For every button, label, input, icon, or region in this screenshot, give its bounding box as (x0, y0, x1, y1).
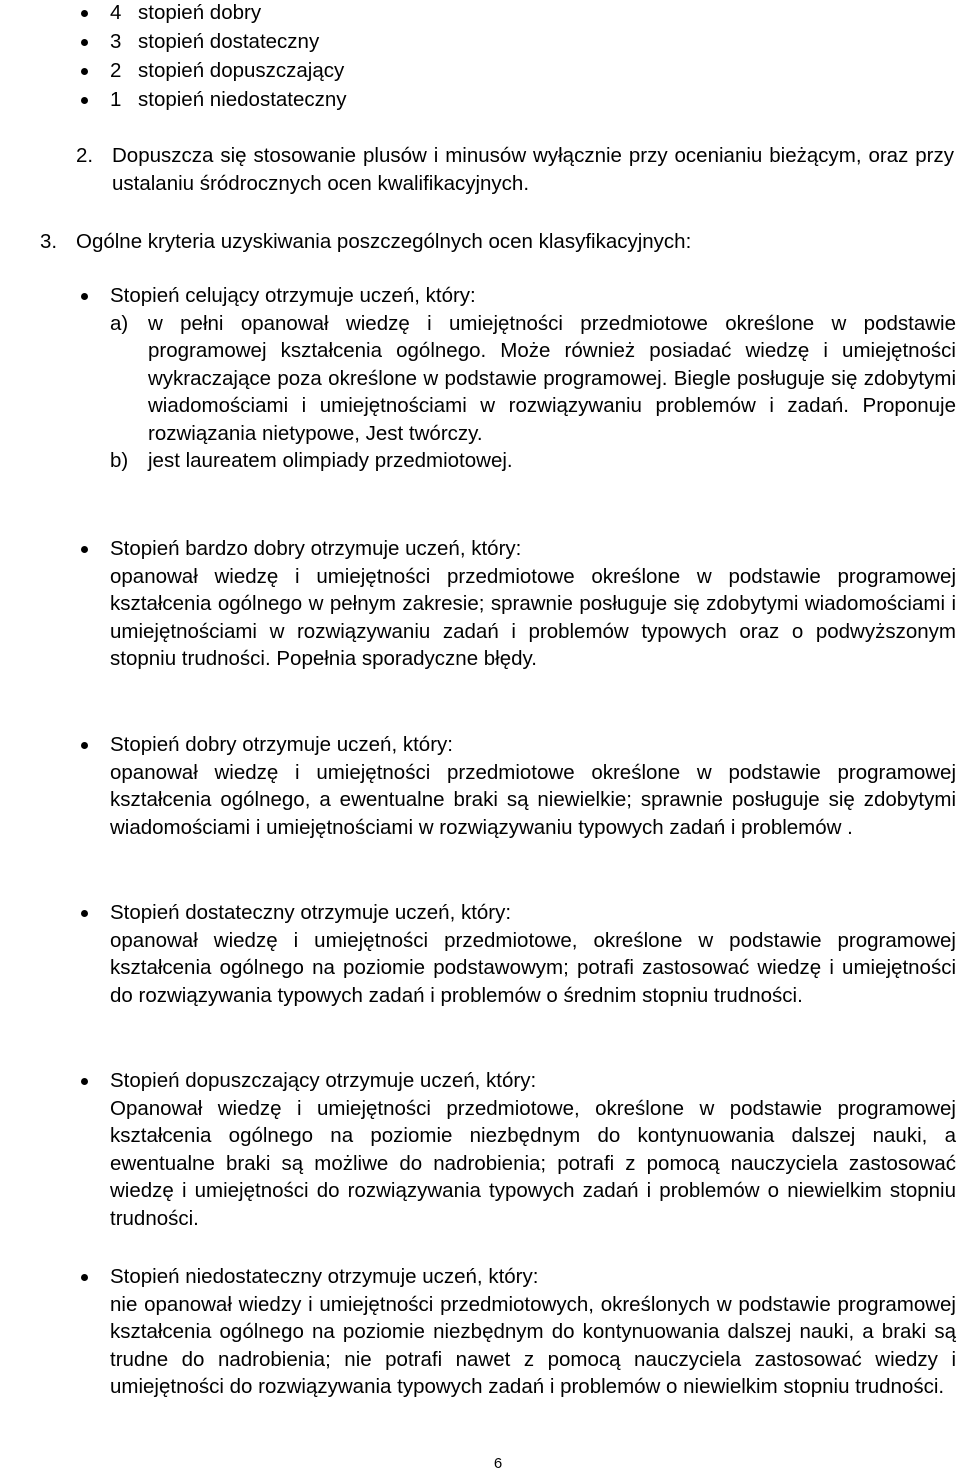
grade-label: stopień niedostateczny (138, 88, 347, 111)
section-body: opanował wiedzę i umiejętności przedmiotowe, określone w podstawie programowej kształcenia ogólnego na poziomie podstawowym; potrafi zastosować wiedzę i umiejętności do rozwiązywania typowych zadań i problemów o średnim stopniu trudności. (110, 928, 956, 1007)
sub-item-text: w pełni opanował wiedzę i umiejętności przedmiotowe określone w podstawie programowej kształcenia ogólnego. Może również posiadać wiedzę i umiejętności wykraczające poza określone w podstawie programowej. Biegle posługuje się zdobytymi wiadomościami i umiejętnościami w rozwiązywaniu problemów i zadań. Proponuje rozwiązania nietypowe, Jest twórczy. (148, 311, 956, 445)
criteria-section-dopuszczajacy (80, 1067, 956, 1232)
grade-list (0, 0, 347, 116)
point-number: 3. (40, 230, 58, 253)
bullet-icon (80, 0, 90, 26)
section-heading: Stopień celujący otrzymuje uczeń, który: (110, 284, 476, 307)
grade-number: 4 (110, 1, 122, 24)
criteria-section-niedostateczny (80, 1263, 956, 1401)
section-heading: Stopień dobry otrzymuje uczeń, który: (110, 733, 453, 756)
bullet-icon (80, 1067, 90, 1094)
bullet-icon (80, 731, 90, 758)
section-body (110, 310, 956, 475)
section-body: opanował wiedzę i umiejętności przedmiotowe określone w podstawie programowej kształcenia ogólnego w pełnym zakresie; sprawnie posługuje się zdobytymi wiadomościami i umiejętnościami w rozwiązywaniu zadań i problemów typowych oraz o podwyższonym stopniu trudności. Popełnia sporadyczne błędy. (110, 564, 956, 670)
page-number: 6 (493, 1455, 503, 1472)
criteria-section-dobry (80, 731, 956, 841)
grade-number: 3 (110, 30, 122, 53)
point-number: 2. (76, 144, 94, 167)
paragraph-point-3 (40, 228, 956, 256)
section-heading: Stopień niedostateczny otrzymuje uczeń, który: (110, 1265, 539, 1288)
section-body: opanował wiedzę i umiejętności przedmiotowe określone w podstawie programowej kształcenia ogólnego, a ewentualne braki są niewielkie; sprawnie posługuje się zdobytymi wiadomościami i umiejętnościami w rozwiązywaniu typowych zadań i problemów . (110, 760, 956, 839)
sub-item-text: jest laureatem olimpiady przedmiotowej. (148, 449, 513, 472)
bullet-icon (80, 29, 90, 55)
grade-label: stopień dobry (138, 1, 262, 24)
section-body: nie opanował wiedzy i umiejętności przedmiotowych, określonych w podstawie programowej kształcenia ogólnego na poziomie niezbędnym do kontynuowania dalszej nauki, a braki są trudne do nadrobienia; nie potrafi nawet z pomocą nauczyciela zastosować wiedzy i umiejętności do rozwiązywania typowych zadań i problemów o niewielkim stopniu trudności. (110, 1292, 956, 1398)
grade-list-item (0, 87, 347, 116)
grade-list-item (0, 0, 347, 29)
grade-label: stopień dopuszczający (138, 59, 345, 82)
sub-item-letter: a) (110, 311, 129, 335)
paragraph-text: Ogólne kryteria uzyskiwania poszczególnych ocen klasyfikacyjnych: (76, 230, 692, 253)
bullet-icon (80, 58, 90, 84)
bullet-icon (80, 87, 90, 113)
grade-label: stopień dostateczny (138, 30, 320, 53)
grade-number: 2 (110, 59, 122, 82)
section-heading: Stopień dopuszczający otrzymuje uczeń, który: (110, 1069, 537, 1092)
sub-item-a (110, 310, 956, 448)
criteria-section-dostateczny (80, 899, 956, 1009)
bullet-icon (80, 535, 90, 562)
grade-list-item (0, 29, 347, 58)
criteria-section-bardzo-dobry (80, 535, 956, 673)
sub-item-letter: b) (110, 449, 129, 472)
section-heading: Stopień dostateczny otrzymuje uczeń, który: (110, 901, 512, 924)
criteria-section-celujacy (80, 282, 956, 475)
paragraph-point-2 (76, 142, 954, 197)
section-heading: Stopień bardzo dobry otrzymuje uczeń, który: (110, 537, 522, 560)
bullet-icon (80, 282, 90, 309)
grade-list-item (0, 58, 347, 87)
bullet-icon (80, 1263, 90, 1290)
section-body: Opanował wiedzę i umiejętności przedmiotowe, określone w podstawie programowej kształcenia ogólnego na poziomie niezbędnym do kontynuowania dalszej nauki, a ewentualne braki są możliwe do nadrobienia; potrafi z pomocą nauczyciela zastosować wiedzę i umiejętności do rozwiązywania typowych zadań i problemów o niewielkim stopniu trudności. (110, 1096, 956, 1230)
sub-item-b (110, 447, 956, 475)
bullet-icon (80, 899, 90, 926)
paragraph-text: Dopuszcza się stosowanie plusów i minusów wyłącznie przy ocenianiu bieżącym, oraz przy ustalaniu śródrocznych ocen kwalifikacyjnych. (112, 144, 954, 195)
grade-number: 1 (110, 88, 122, 111)
